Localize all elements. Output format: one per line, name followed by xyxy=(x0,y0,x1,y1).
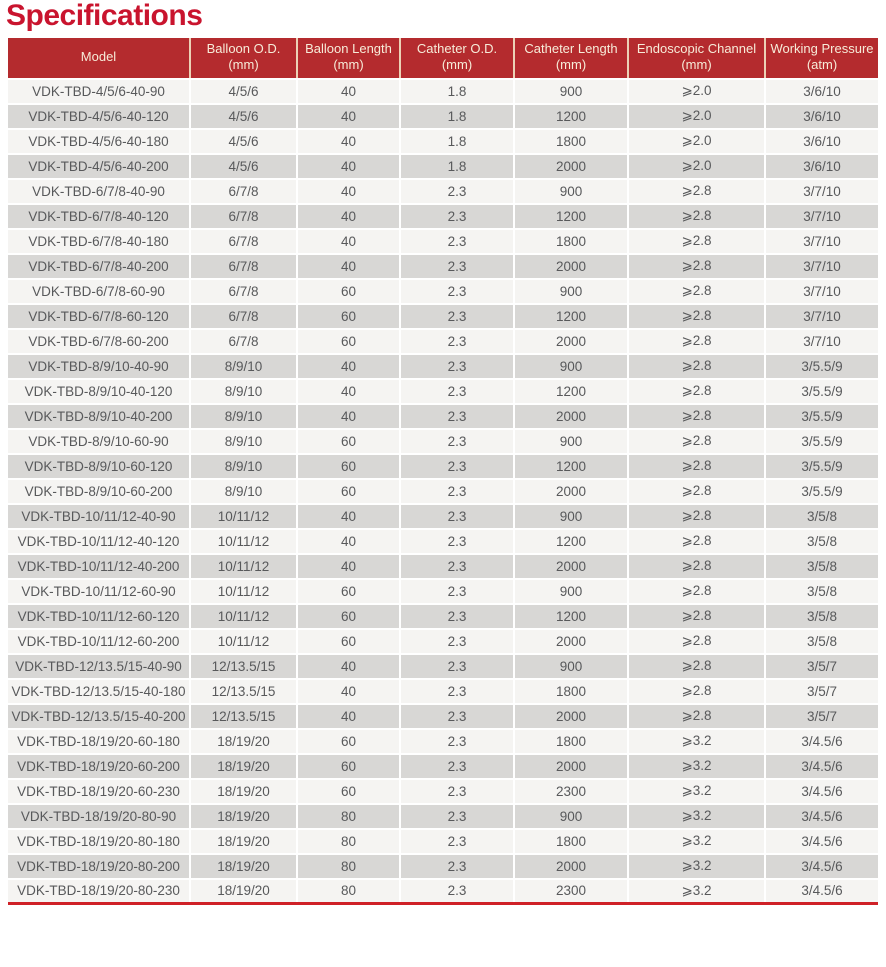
cell-catheter_length: 1200 xyxy=(514,104,628,129)
cell-balloon_length: 60 xyxy=(297,329,400,354)
cell-catheter_od: 2.3 xyxy=(400,404,514,429)
cell-balloon_od: 6/7/8 xyxy=(190,254,297,279)
cell-model: VDK-TBD-10/11/12-60-120 xyxy=(8,604,190,629)
cell-balloon_length: 60 xyxy=(297,454,400,479)
page-title: Specifications xyxy=(6,0,203,32)
cell-working_pressure: 3/7/10 xyxy=(765,304,878,329)
table-row xyxy=(8,129,878,154)
table-row xyxy=(8,704,878,729)
cell-balloon_length: 60 xyxy=(297,429,400,454)
cell-catheter_length: 1800 xyxy=(514,679,628,704)
cell-balloon_od: 12/13.5/15 xyxy=(190,679,297,704)
table-row xyxy=(8,404,878,429)
cell-catheter_od: 2.3 xyxy=(400,879,514,904)
cell-model: VDK-TBD-8/9/10-40-120 xyxy=(8,379,190,404)
cell-working_pressure: 3/5.5/9 xyxy=(765,379,878,404)
cell-balloon_od: 10/11/12 xyxy=(190,529,297,554)
cell-catheter_od: 2.3 xyxy=(400,704,514,729)
table-row xyxy=(8,604,878,629)
cell-working_pressure: 3/4.5/6 xyxy=(765,879,878,904)
cell-catheter_length: 900 xyxy=(514,504,628,529)
column-unit: (mm) xyxy=(555,57,587,73)
cell-balloon_od: 18/19/20 xyxy=(190,854,297,879)
cell-model: VDK-TBD-18/19/20-80-230 xyxy=(8,879,190,904)
column-unit: (mm) xyxy=(441,57,473,73)
cell-balloon_length: 60 xyxy=(297,279,400,304)
cell-working_pressure: 3/5.5/9 xyxy=(765,429,878,454)
column-header-balloon_od xyxy=(190,38,297,79)
cell-catheter_length: 2000 xyxy=(514,479,628,504)
cell-balloon_length: 60 xyxy=(297,479,400,504)
cell-balloon_length: 40 xyxy=(297,404,400,429)
table-row xyxy=(8,479,878,504)
cell-model: VDK-TBD-8/9/10-60-200 xyxy=(8,479,190,504)
cell-catheter_od: 2.3 xyxy=(400,629,514,654)
cell-working_pressure: 3/5.5/9 xyxy=(765,479,878,504)
cell-catheter_od: 2.3 xyxy=(400,504,514,529)
cell-model: VDK-TBD-12/13.5/15-40-200 xyxy=(8,704,190,729)
cell-balloon_od: 4/5/6 xyxy=(190,154,297,179)
table-row xyxy=(8,804,878,829)
cell-balloon_od: 8/9/10 xyxy=(190,429,297,454)
cell-catheter_length: 2000 xyxy=(514,629,628,654)
cell-model: VDK-TBD-10/11/12-40-120 xyxy=(8,529,190,554)
cell-catheter_length: 900 xyxy=(514,804,628,829)
cell-endoscopic_channel: ⩾2.8 xyxy=(628,354,765,379)
cell-balloon_od: 4/5/6 xyxy=(190,79,297,104)
cell-endoscopic_channel: ⩾2.8 xyxy=(628,179,765,204)
cell-catheter_od: 2.3 xyxy=(400,829,514,854)
cell-balloon_length: 40 xyxy=(297,379,400,404)
table-row xyxy=(8,754,878,779)
cell-catheter_length: 900 xyxy=(514,429,628,454)
cell-catheter_od: 2.3 xyxy=(400,579,514,604)
cell-balloon_od: 18/19/20 xyxy=(190,804,297,829)
cell-balloon_length: 40 xyxy=(297,204,400,229)
cell-model: VDK-TBD-10/11/12-60-90 xyxy=(8,579,190,604)
cell-balloon_od: 12/13.5/15 xyxy=(190,704,297,729)
cell-model: VDK-TBD-4/5/6-40-90 xyxy=(8,79,190,104)
table-row xyxy=(8,504,878,529)
cell-working_pressure: 3/7/10 xyxy=(765,229,878,254)
cell-balloon_od: 10/11/12 xyxy=(190,504,297,529)
cell-endoscopic_channel: ⩾2.8 xyxy=(628,229,765,254)
cell-balloon_od: 6/7/8 xyxy=(190,229,297,254)
cell-model: VDK-TBD-18/19/20-80-180 xyxy=(8,829,190,854)
cell-balloon_od: 8/9/10 xyxy=(190,379,297,404)
column-unit: (mm) xyxy=(333,57,364,73)
cell-working_pressure: 3/5/8 xyxy=(765,529,878,554)
cell-endoscopic_channel: ⩾2.0 xyxy=(628,129,765,154)
cell-catheter_length: 1800 xyxy=(514,729,628,754)
cell-catheter_od: 2.3 xyxy=(400,554,514,579)
table-row xyxy=(8,104,878,129)
cell-model: VDK-TBD-10/11/12-40-90 xyxy=(8,504,190,529)
cell-endoscopic_channel: ⩾2.8 xyxy=(628,279,765,304)
cell-catheter_od: 2.3 xyxy=(400,204,514,229)
cell-balloon_length: 60 xyxy=(297,729,400,754)
cell-endoscopic_channel: ⩾2.8 xyxy=(628,254,765,279)
cell-balloon_length: 60 xyxy=(297,629,400,654)
table-row xyxy=(8,454,878,479)
cell-catheter_length: 1800 xyxy=(514,229,628,254)
table-row xyxy=(8,529,878,554)
cell-catheter_od: 2.3 xyxy=(400,854,514,879)
cell-working_pressure: 3/4.5/6 xyxy=(765,804,878,829)
cell-catheter_length: 1800 xyxy=(514,129,628,154)
cell-balloon_od: 10/11/12 xyxy=(190,629,297,654)
cell-catheter_length: 2000 xyxy=(514,554,628,579)
cell-catheter_od: 1.8 xyxy=(400,129,514,154)
cell-working_pressure: 3/4.5/6 xyxy=(765,854,878,879)
cell-balloon_od: 18/19/20 xyxy=(190,729,297,754)
cell-catheter_length: 1200 xyxy=(514,379,628,404)
cell-model: VDK-TBD-6/7/8-40-200 xyxy=(8,254,190,279)
cell-balloon_od: 4/5/6 xyxy=(190,129,297,154)
cell-catheter_length: 2000 xyxy=(514,329,628,354)
table-row xyxy=(8,829,878,854)
cell-catheter_length: 2300 xyxy=(514,879,628,904)
cell-catheter_od: 2.3 xyxy=(400,679,514,704)
cell-model: VDK-TBD-12/13.5/15-40-180 xyxy=(8,679,190,704)
cell-balloon_length: 60 xyxy=(297,754,400,779)
column-header-model xyxy=(8,38,190,79)
cell-balloon_od: 6/7/8 xyxy=(190,329,297,354)
cell-catheter_od: 1.8 xyxy=(400,154,514,179)
cell-endoscopic_channel: ⩾3.2 xyxy=(628,779,765,804)
cell-balloon_length: 60 xyxy=(297,304,400,329)
cell-endoscopic_channel: ⩾2.8 xyxy=(628,504,765,529)
cell-balloon_length: 40 xyxy=(297,704,400,729)
cell-catheter_length: 1200 xyxy=(514,529,628,554)
cell-balloon_od: 4/5/6 xyxy=(190,104,297,129)
cell-balloon_od: 10/11/12 xyxy=(190,604,297,629)
cell-endoscopic_channel: ⩾2.8 xyxy=(628,554,765,579)
cell-working_pressure: 3/6/10 xyxy=(765,154,878,179)
cell-balloon_od: 18/19/20 xyxy=(190,879,297,904)
cell-endoscopic_channel: ⩾2.8 xyxy=(628,304,765,329)
cell-model: VDK-TBD-18/19/20-60-180 xyxy=(8,729,190,754)
cell-balloon_length: 40 xyxy=(297,129,400,154)
cell-balloon_length: 40 xyxy=(297,529,400,554)
cell-catheter_od: 2.3 xyxy=(400,604,514,629)
cell-catheter_od: 2.3 xyxy=(400,354,514,379)
table-row xyxy=(8,79,878,104)
table-row xyxy=(8,154,878,179)
cell-endoscopic_channel: ⩾3.2 xyxy=(628,829,765,854)
table-row xyxy=(8,654,878,679)
table-header-row xyxy=(8,38,878,79)
cell-endoscopic_channel: ⩾2.8 xyxy=(628,679,765,704)
column-label: Model xyxy=(80,49,117,65)
cell-endoscopic_channel: ⩾2.8 xyxy=(628,204,765,229)
cell-endoscopic_channel: ⩾2.8 xyxy=(628,529,765,554)
cell-endoscopic_channel: ⩾2.8 xyxy=(628,479,765,504)
cell-model: VDK-TBD-18/19/20-60-200 xyxy=(8,754,190,779)
cell-balloon_od: 8/9/10 xyxy=(190,404,297,429)
cell-model: VDK-TBD-6/7/8-40-180 xyxy=(8,229,190,254)
table-header xyxy=(8,38,878,79)
cell-catheter_od: 2.3 xyxy=(400,379,514,404)
cell-balloon_length: 40 xyxy=(297,654,400,679)
column-unit: (mm) xyxy=(228,57,259,73)
cell-catheter_od: 2.3 xyxy=(400,529,514,554)
cell-balloon_od: 6/7/8 xyxy=(190,304,297,329)
cell-catheter_length: 900 xyxy=(514,354,628,379)
table-row xyxy=(8,304,878,329)
cell-working_pressure: 3/4.5/6 xyxy=(765,779,878,804)
cell-balloon_od: 8/9/10 xyxy=(190,354,297,379)
cell-balloon_od: 18/19/20 xyxy=(190,829,297,854)
cell-endoscopic_channel: ⩾2.8 xyxy=(628,429,765,454)
cell-endoscopic_channel: ⩾2.8 xyxy=(628,329,765,354)
cell-model: VDK-TBD-6/7/8-60-200 xyxy=(8,329,190,354)
cell-working_pressure: 3/7/10 xyxy=(765,329,878,354)
cell-working_pressure: 3/5/7 xyxy=(765,679,878,704)
table-row xyxy=(8,729,878,754)
cell-model: VDK-TBD-8/9/10-40-90 xyxy=(8,354,190,379)
cell-model: VDK-TBD-18/19/20-80-90 xyxy=(8,804,190,829)
cell-model: VDK-TBD-6/7/8-40-120 xyxy=(8,204,190,229)
cell-working_pressure: 3/4.5/6 xyxy=(765,754,878,779)
table-row xyxy=(8,679,878,704)
specifications-table xyxy=(8,38,878,905)
cell-balloon_od: 10/11/12 xyxy=(190,554,297,579)
table-row xyxy=(8,429,878,454)
cell-balloon_od: 6/7/8 xyxy=(190,279,297,304)
cell-model: VDK-TBD-18/19/20-80-200 xyxy=(8,854,190,879)
cell-working_pressure: 3/5.5/9 xyxy=(765,354,878,379)
table-row xyxy=(8,854,878,879)
table-row xyxy=(8,329,878,354)
cell-catheter_length: 900 xyxy=(514,279,628,304)
cell-endoscopic_channel: ⩾3.2 xyxy=(628,729,765,754)
cell-balloon_length: 40 xyxy=(297,79,400,104)
cell-balloon_od: 18/19/20 xyxy=(190,754,297,779)
cell-model: VDK-TBD-8/9/10-60-90 xyxy=(8,429,190,454)
cell-catheter_length: 2000 xyxy=(514,854,628,879)
table-row xyxy=(8,554,878,579)
cell-balloon_length: 60 xyxy=(297,579,400,604)
cell-catheter_od: 2.3 xyxy=(400,804,514,829)
cell-balloon_length: 60 xyxy=(297,779,400,804)
table-row xyxy=(8,379,878,404)
table-row xyxy=(8,579,878,604)
cell-model: VDK-TBD-4/5/6-40-120 xyxy=(8,104,190,129)
table-row xyxy=(8,629,878,654)
cell-balloon_length: 40 xyxy=(297,254,400,279)
cell-endoscopic_channel: ⩾3.2 xyxy=(628,879,765,904)
cell-balloon_length: 40 xyxy=(297,554,400,579)
cell-model: VDK-TBD-10/11/12-40-200 xyxy=(8,554,190,579)
column-label: Endoscopic Channel xyxy=(636,41,757,56)
cell-working_pressure: 3/5.5/9 xyxy=(765,454,878,479)
cell-catheter_od: 2.3 xyxy=(400,254,514,279)
column-header-catheter_length xyxy=(514,38,628,79)
cell-catheter_od: 2.3 xyxy=(400,654,514,679)
cell-catheter_od: 2.3 xyxy=(400,754,514,779)
cell-model: VDK-TBD-10/11/12-60-200 xyxy=(8,629,190,654)
cell-endoscopic_channel: ⩾3.2 xyxy=(628,754,765,779)
cell-model: VDK-TBD-4/5/6-40-200 xyxy=(8,154,190,179)
cell-catheter_od: 2.3 xyxy=(400,304,514,329)
cell-balloon_od: 8/9/10 xyxy=(190,454,297,479)
table-row xyxy=(8,179,878,204)
cell-balloon_length: 40 xyxy=(297,679,400,704)
cell-endoscopic_channel: ⩾2.8 xyxy=(628,404,765,429)
cell-endoscopic_channel: ⩾3.2 xyxy=(628,804,765,829)
cell-balloon_length: 80 xyxy=(297,829,400,854)
cell-working_pressure: 3/5/8 xyxy=(765,504,878,529)
cell-balloon_od: 6/7/8 xyxy=(190,204,297,229)
cell-working_pressure: 3/7/10 xyxy=(765,204,878,229)
table-row xyxy=(8,354,878,379)
cell-catheter_length: 2000 xyxy=(514,404,628,429)
cell-balloon_length: 60 xyxy=(297,604,400,629)
cell-balloon_length: 40 xyxy=(297,154,400,179)
cell-endoscopic_channel: ⩾3.2 xyxy=(628,854,765,879)
table-row xyxy=(8,779,878,804)
cell-model: VDK-TBD-18/19/20-60-230 xyxy=(8,779,190,804)
cell-working_pressure: 3/7/10 xyxy=(765,254,878,279)
cell-model: VDK-TBD-8/9/10-60-120 xyxy=(8,454,190,479)
cell-working_pressure: 3/6/10 xyxy=(765,79,878,104)
table-row xyxy=(8,254,878,279)
cell-balloon_od: 6/7/8 xyxy=(190,179,297,204)
cell-balloon_od: 10/11/12 xyxy=(190,579,297,604)
cell-working_pressure: 3/5/7 xyxy=(765,704,878,729)
cell-working_pressure: 3/5.5/9 xyxy=(765,404,878,429)
cell-catheter_length: 900 xyxy=(514,79,628,104)
cell-catheter_length: 2000 xyxy=(514,754,628,779)
cell-endoscopic_channel: ⩾2.8 xyxy=(628,379,765,404)
cell-endoscopic_channel: ⩾2.8 xyxy=(628,704,765,729)
cell-catheter_length: 1800 xyxy=(514,829,628,854)
cell-catheter_length: 1200 xyxy=(514,454,628,479)
column-label: Catheter Length xyxy=(524,41,618,56)
column-label: Working Pressure xyxy=(770,41,874,56)
cell-catheter_od: 1.8 xyxy=(400,79,514,104)
cell-model: VDK-TBD-6/7/8-60-90 xyxy=(8,279,190,304)
table-row xyxy=(8,879,878,904)
cell-balloon_length: 80 xyxy=(297,854,400,879)
column-unit: (mm) xyxy=(681,57,712,73)
cell-catheter_od: 2.3 xyxy=(400,229,514,254)
cell-model: VDK-TBD-8/9/10-40-200 xyxy=(8,404,190,429)
cell-balloon_od: 18/19/20 xyxy=(190,779,297,804)
cell-working_pressure: 3/6/10 xyxy=(765,129,878,154)
cell-working_pressure: 3/5/8 xyxy=(765,604,878,629)
cell-endoscopic_channel: ⩾2.0 xyxy=(628,104,765,129)
cell-working_pressure: 3/7/10 xyxy=(765,179,878,204)
cell-balloon_length: 80 xyxy=(297,879,400,904)
column-header-catheter_od xyxy=(400,38,514,79)
cell-working_pressure: 3/7/10 xyxy=(765,279,878,304)
table-row xyxy=(8,279,878,304)
cell-working_pressure: 3/5/8 xyxy=(765,554,878,579)
cell-catheter_od: 2.3 xyxy=(400,729,514,754)
table-row xyxy=(8,204,878,229)
cell-working_pressure: 3/5/8 xyxy=(765,579,878,604)
cell-catheter_length: 1200 xyxy=(514,204,628,229)
column-label: Balloon O.D. xyxy=(206,41,281,56)
cell-working_pressure: 3/4.5/6 xyxy=(765,829,878,854)
cell-balloon_length: 40 xyxy=(297,179,400,204)
cell-catheter_length: 1200 xyxy=(514,604,628,629)
cell-endoscopic_channel: ⩾2.8 xyxy=(628,454,765,479)
cell-endoscopic_channel: ⩾2.8 xyxy=(628,604,765,629)
cell-catheter_length: 900 xyxy=(514,179,628,204)
column-label: Balloon Length xyxy=(305,41,392,56)
cell-balloon_length: 40 xyxy=(297,504,400,529)
cell-endoscopic_channel: ⩾2.8 xyxy=(628,654,765,679)
table-row xyxy=(8,229,878,254)
cell-catheter_length: 2300 xyxy=(514,779,628,804)
cell-balloon_length: 40 xyxy=(297,354,400,379)
cell-balloon_length: 40 xyxy=(297,104,400,129)
cell-model: VDK-TBD-6/7/8-60-120 xyxy=(8,304,190,329)
cell-working_pressure: 3/5/7 xyxy=(765,654,878,679)
cell-catheter_od: 2.3 xyxy=(400,429,514,454)
cell-working_pressure: 3/4.5/6 xyxy=(765,729,878,754)
cell-endoscopic_channel: ⩾2.8 xyxy=(628,579,765,604)
cell-balloon_length: 40 xyxy=(297,229,400,254)
cell-catheter_od: 2.3 xyxy=(400,329,514,354)
cell-catheter_od: 2.3 xyxy=(400,179,514,204)
cell-balloon_od: 12/13.5/15 xyxy=(190,654,297,679)
column-unit: (atm) xyxy=(806,57,838,73)
cell-model: VDK-TBD-6/7/8-40-90 xyxy=(8,179,190,204)
cell-catheter_od: 2.3 xyxy=(400,479,514,504)
cell-working_pressure: 3/5/8 xyxy=(765,629,878,654)
cell-endoscopic_channel: ⩾2.0 xyxy=(628,79,765,104)
column-header-working_pressure xyxy=(765,38,878,79)
cell-catheter_length: 1200 xyxy=(514,304,628,329)
cell-catheter_od: 2.3 xyxy=(400,279,514,304)
cell-catheter_length: 2000 xyxy=(514,154,628,179)
cell-catheter_od: 2.3 xyxy=(400,779,514,804)
table-body xyxy=(8,79,878,904)
cell-balloon_length: 80 xyxy=(297,804,400,829)
cell-model: VDK-TBD-12/13.5/15-40-90 xyxy=(8,654,190,679)
cell-working_pressure: 3/6/10 xyxy=(765,104,878,129)
cell-catheter_od: 2.3 xyxy=(400,454,514,479)
column-header-balloon_length xyxy=(297,38,400,79)
cell-catheter_length: 2000 xyxy=(514,254,628,279)
cell-endoscopic_channel: ⩾2.0 xyxy=(628,154,765,179)
cell-catheter_length: 900 xyxy=(514,654,628,679)
cell-endoscopic_channel: ⩾2.8 xyxy=(628,629,765,654)
cell-catheter_od: 1.8 xyxy=(400,104,514,129)
column-label: Catheter O.D. xyxy=(416,41,498,56)
cell-model: VDK-TBD-4/5/6-40-180 xyxy=(8,129,190,154)
column-header-endoscopic_channel xyxy=(628,38,765,79)
cell-balloon_od: 8/9/10 xyxy=(190,479,297,504)
cell-catheter_length: 900 xyxy=(514,579,628,604)
cell-catheter_length: 2000 xyxy=(514,704,628,729)
